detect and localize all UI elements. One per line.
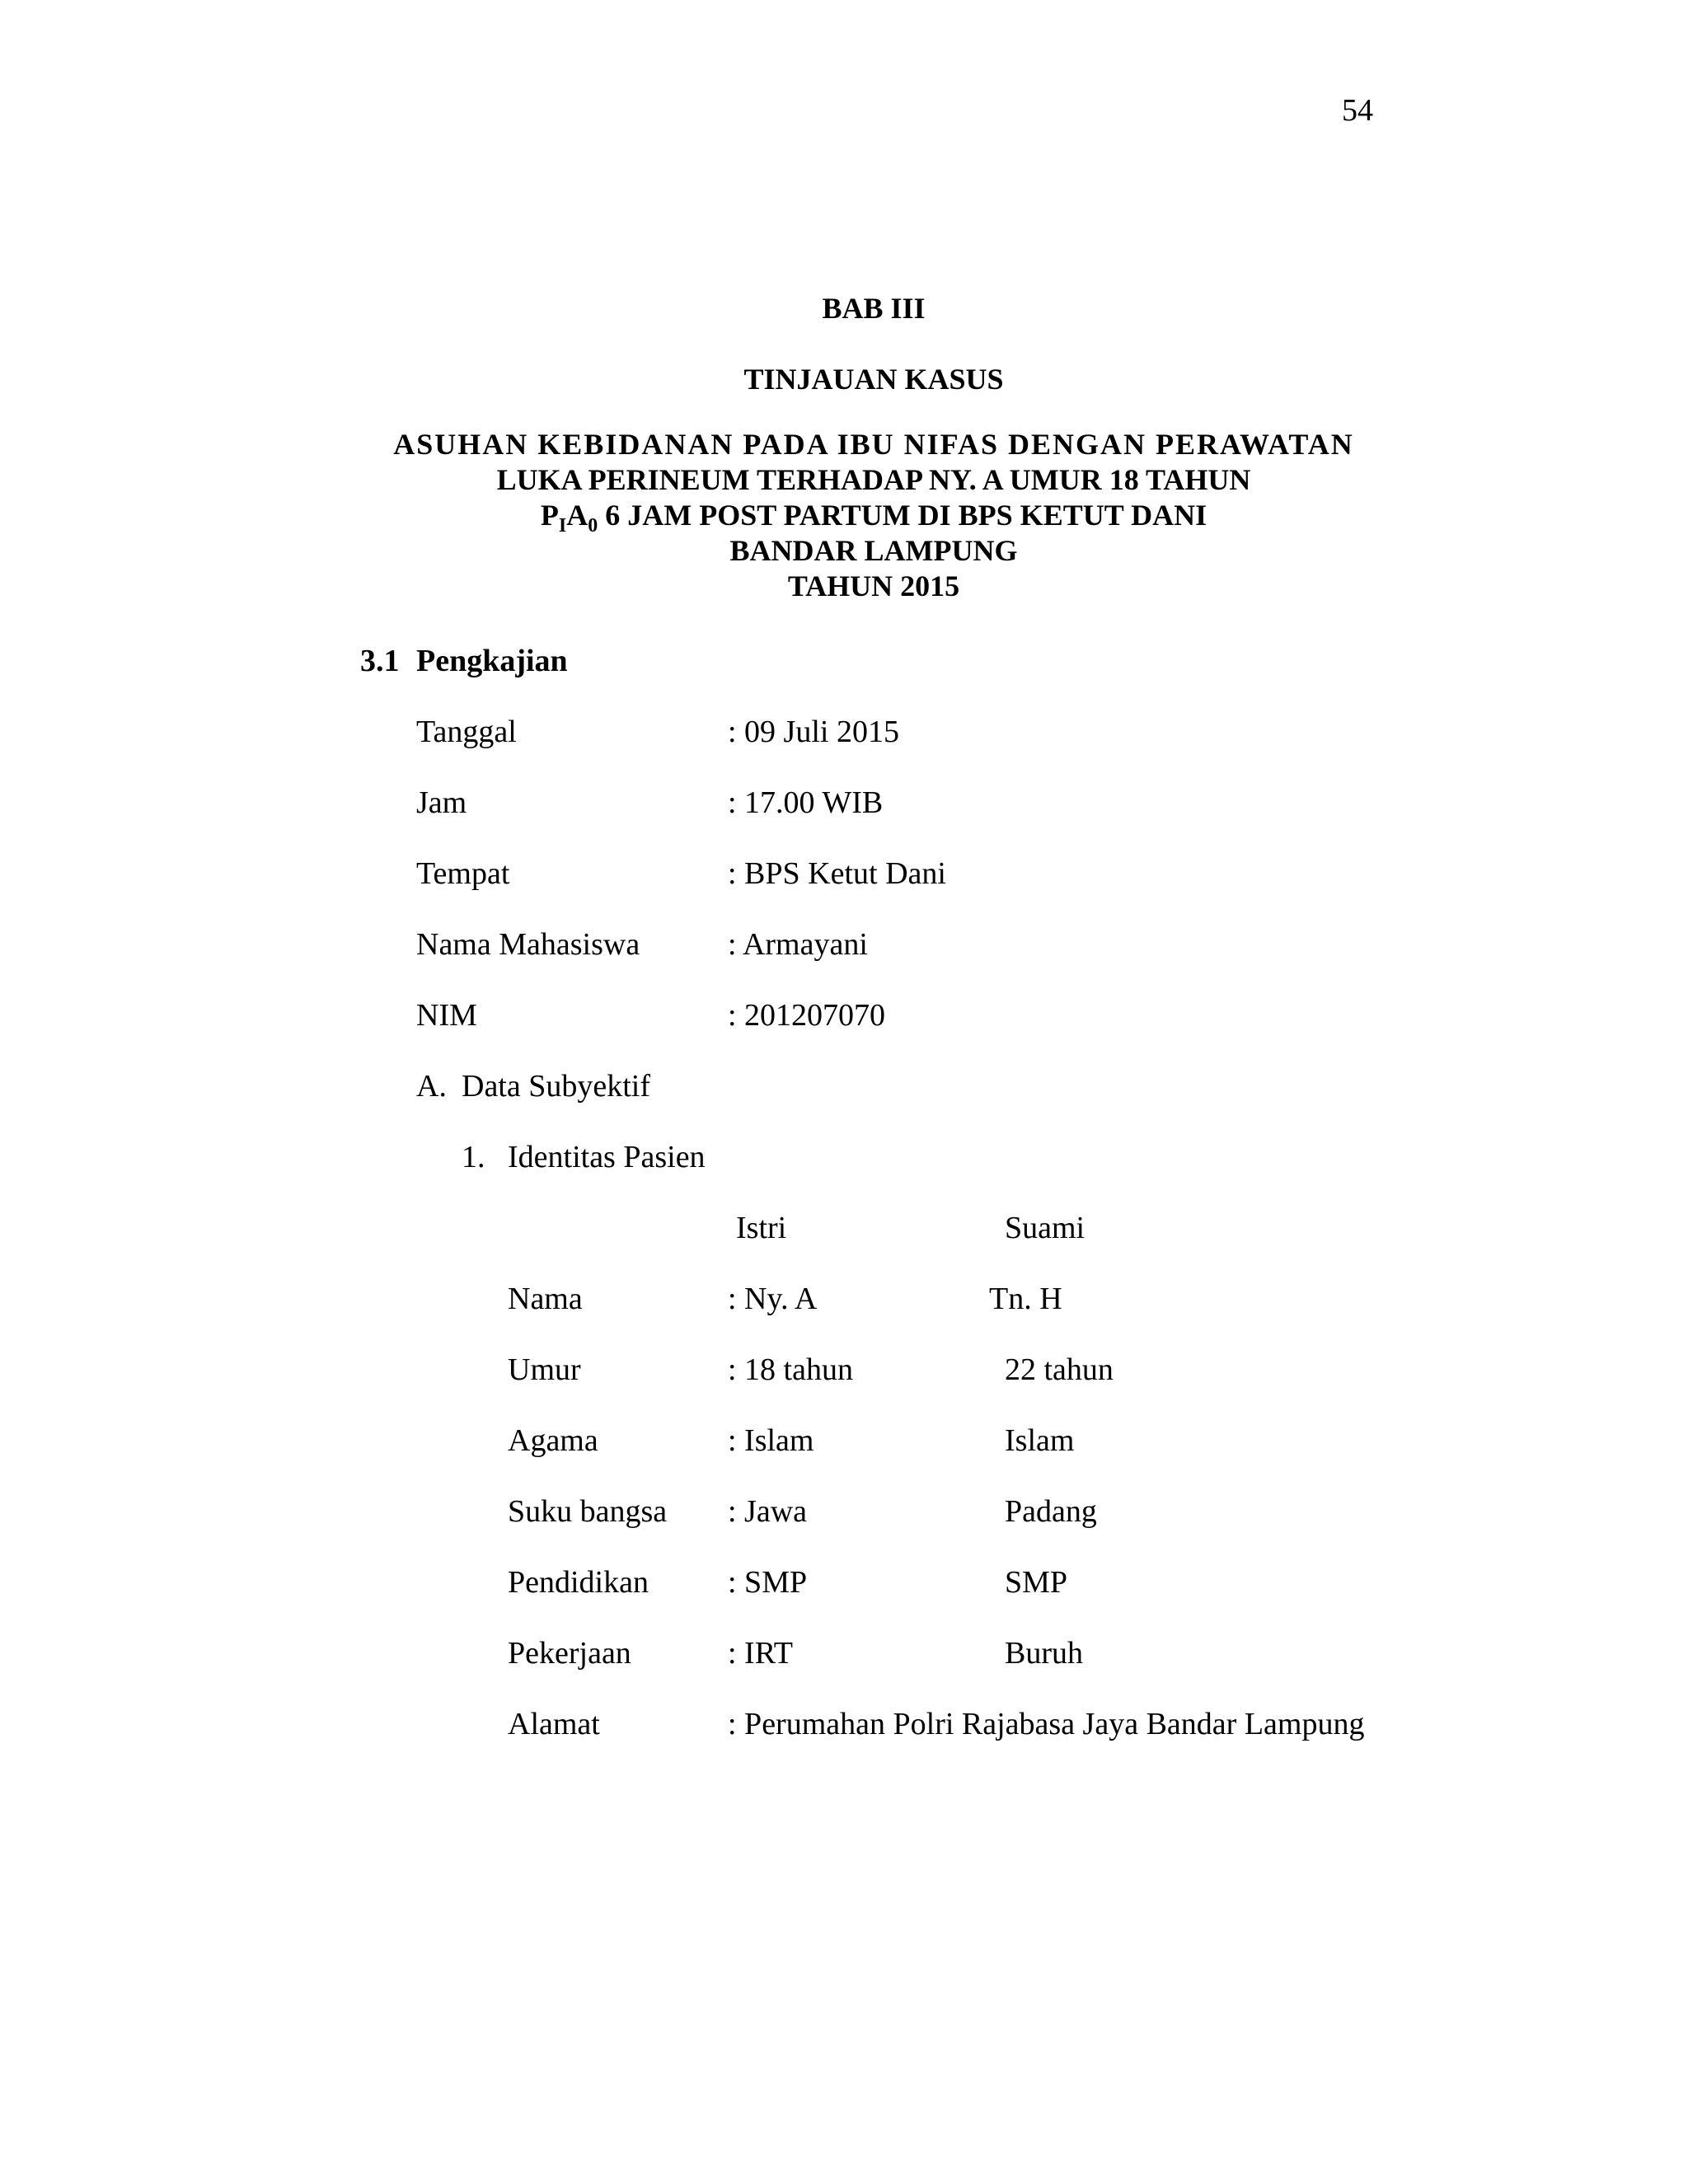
title-line-2: LUKA PERINEUM TERHADAP NY. A UMUR 18 TAHUN (496, 463, 1251, 496)
section-title: Pengkajian (416, 644, 568, 678)
subsection-title: Data Subyektif (462, 1069, 651, 1104)
title-line-3: $P_IA_0$ 6 JAM POST PARTUM DI BPS KETUT DANI (540, 499, 1207, 537)
identity-istri-pekerjaan: : IRT (728, 1636, 793, 1671)
info-label-tanggal: Tanggal (416, 715, 517, 749)
identity-istri-umur: : 18 tahun (728, 1352, 853, 1387)
info-label-jam: Jam (416, 785, 467, 820)
identity-suami-pekerjaan: Buruh (1005, 1636, 1083, 1671)
identity-suami-nama: Tn. H (989, 1282, 1062, 1316)
item-number: 1. (462, 1140, 485, 1174)
info-label-tempat: Tempat (416, 856, 510, 891)
title-line-4: BANDAR LAMPUNG (729, 534, 1018, 567)
title-line-5: TAHUN 2015 (787, 569, 960, 602)
column-header-suami: Suami (1005, 1211, 1085, 1245)
chapter-heading: BAB III (822, 292, 926, 325)
identity-label-pendidikan: Pendidikan (508, 1565, 649, 1600)
item-title: Identitas Pasien (508, 1140, 706, 1174)
subsection-letter: A. (416, 1069, 447, 1104)
identity-istri-pendidikan: : SMP (728, 1565, 808, 1600)
info-value-nim: : 201207070 (728, 998, 886, 1033)
identity-label-umur: Umur (508, 1352, 581, 1387)
identity-istri-nama: : Ny. A (728, 1282, 818, 1316)
section-number: 3.1 (360, 644, 400, 678)
info-value-jam: : 17.00 WIB (728, 785, 884, 820)
identity-label-agama: Agama (508, 1423, 598, 1458)
identity-label-suku-bangsa: Suku bangsa (508, 1494, 668, 1529)
info-value-nama-mahasiswa: : Armayani (728, 927, 868, 962)
column-header-istri: Istri (736, 1211, 787, 1245)
identity-label-alamat: Alamat (508, 1707, 600, 1741)
page-number: 54 (1342, 93, 1373, 128)
identity-istri-suku-bangsa: : Jawa (728, 1494, 808, 1529)
info-label-nim: NIM (416, 998, 477, 1033)
info-value-tanggal: : 09 Juli 2015 (728, 715, 899, 749)
identity-suami-pendidikan: SMP (1005, 1565, 1068, 1600)
title-line-1: ASUHAN KEBIDANAN PADA IBU NIFAS DENGAN PERAWATAN (393, 428, 1354, 461)
identity-istri-agama: : Islam (728, 1423, 814, 1458)
identity-suami-agama: Islam (1005, 1423, 1075, 1458)
chapter-title: TINJAUAN KASUS (743, 363, 1004, 396)
info-value-tempat: : BPS Ketut Dani (728, 856, 946, 891)
document-title (0, 427, 1688, 604)
identity-label-nama: Nama (508, 1282, 583, 1316)
identity-suami-suku-bangsa: Padang (1005, 1494, 1097, 1529)
identity-label-pekerjaan: Pekerjaan (508, 1636, 631, 1671)
identity-suami-umur: 22 tahun (1005, 1352, 1114, 1387)
identity-value-alamat: : Perumahan Polri Rajabasa Jaya Bandar Lampung (728, 1707, 1365, 1741)
info-label-nama-mahasiswa: Nama Mahasiswa (416, 927, 640, 962)
